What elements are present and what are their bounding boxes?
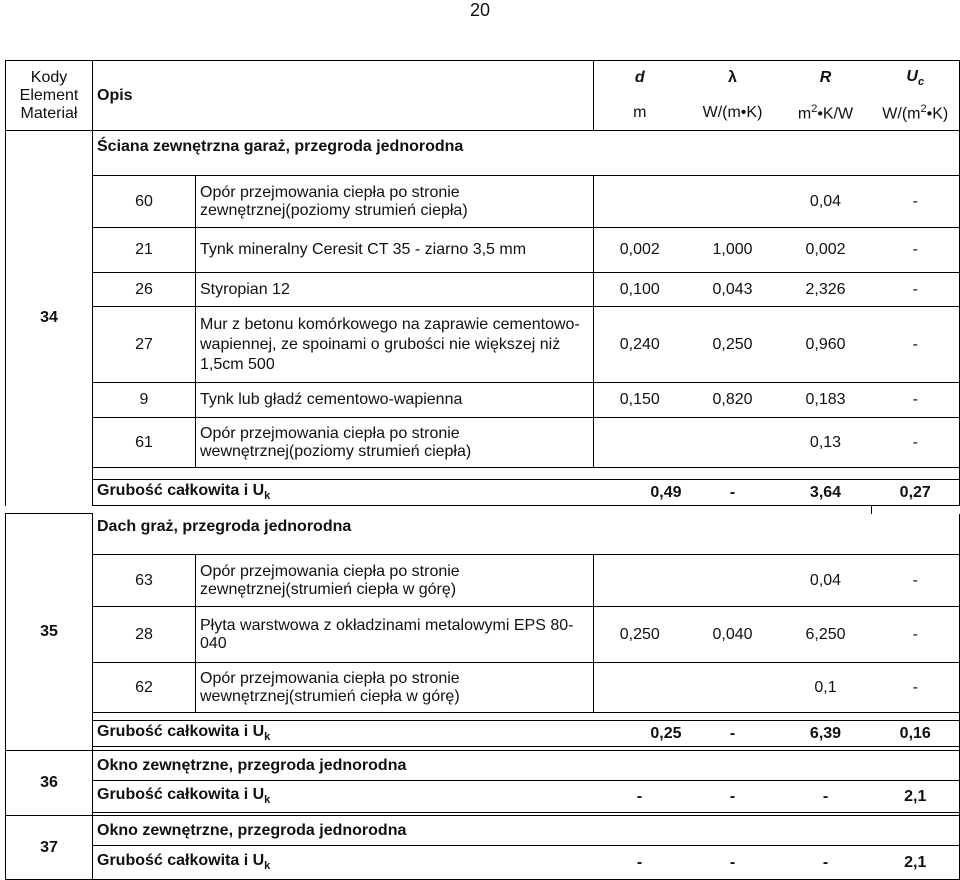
- header-row-symbols: [6, 61, 960, 96]
- element-number: 36: [6, 751, 93, 816]
- material-desc: Opór przejmowania ciepła po stronie wewnętrznej(poziomy strumień ciepła): [196, 418, 594, 468]
- table-row: 61 Opór przejmowania ciepła po stronie wewnętrznej(poziomy strumień ciepła) 0,13 -: [6, 418, 960, 468]
- thermal-table: [5, 60, 960, 880]
- header-d: d: [594, 61, 686, 96]
- element-number: 35: [6, 514, 93, 751]
- material-code: 21: [93, 228, 196, 273]
- material-code: 27: [93, 307, 196, 383]
- material-code: 28: [93, 607, 196, 663]
- total-label: Grubość całkowita i $U_k$: [93, 781, 594, 813]
- total-label: Grubość całkowita i $U_k$: [93, 846, 594, 880]
- material-desc: Mur z betonu komórkowego na zaprawie cementowo-wapiennej, ze spoinami o grubości nie większej niż 1,5cm 500: [196, 307, 594, 383]
- unit-lambda: W/(m•K): [702, 103, 763, 121]
- header-codes: Kody Element Materiał: [6, 61, 93, 131]
- table-row: 27 Mur z betonu komórkowego na zaprawie cementowo-wapiennej, ze spoinami o grubości nie większej niż 1,5cm 500 0,240 0,250 0,960 -: [6, 307, 960, 383]
- total-row: Grubość całkowita i $U_k$ 0,25 - 6,39 0,16: [6, 721, 960, 747]
- total-row: Grubość całkowita i $U_k$ - - - 2,1: [6, 846, 960, 880]
- material-desc: Opór przejmowania ciepła po stronie zewnętrznej(poziomy strumień ciepła): [196, 176, 594, 228]
- material-code: 60: [93, 176, 196, 228]
- section-title: Dach graż, przegroda jednorodna: [93, 514, 960, 540]
- unit-R: $m^2•K/W$: [797, 102, 854, 122]
- section-title-row: [6, 816, 960, 846]
- section-title-row: [6, 131, 960, 163]
- material-code: 63: [93, 555, 196, 607]
- header-opis: Opis: [93, 61, 594, 131]
- header-lambda: λ: [686, 61, 780, 96]
- material-desc: Opór przejmowania ciepła po stronie wewnętrznej(strumień ciepła w górę): [196, 663, 594, 713]
- section-title: Okno zewnętrzne, przegroda jednorodna: [93, 751, 960, 781]
- table-row: 63 Opór przejmowania ciepła po stronie zewnętrznej(strumień ciepła w górę) 0,04 -: [6, 555, 960, 607]
- table-row: 26 Styropian 12 0,100 0,043 2,326 -: [6, 273, 960, 307]
- section-title-row: [6, 514, 960, 540]
- material-code: 26: [93, 273, 196, 307]
- header-R: R: [780, 61, 872, 96]
- total-label: Grubość całkowita i $U_k$: [93, 721, 594, 747]
- section-title-row: [6, 751, 960, 781]
- material-code: 9: [93, 383, 196, 418]
- material-desc: Opór przejmowania ciepła po stronie zewnętrznej(strumień ciepła w górę): [196, 555, 594, 607]
- material-desc: Tynk lub gładź cementowo-wapienna: [196, 383, 594, 418]
- material-desc: Płyta warstwowa z okładzinami metalowymi EPS 80-040: [196, 607, 594, 663]
- page-number: 20: [469, 0, 491, 20]
- table-row: 62 Opór przejmowania ciepła po stronie wewnętrznej(strumień ciepła w górę) 0,1 -: [6, 663, 960, 713]
- material-desc: Styropian 12: [196, 273, 594, 307]
- header-U: $U_c$: [872, 61, 960, 96]
- section-title: Okno zewnętrzne, przegroda jednorodna: [93, 816, 960, 846]
- total-row: Grubość całkowita i $U_k$ - - - 2,1: [6, 781, 960, 813]
- table-row: 21 Tynk mineralny Ceresit CT 35 - ziarno 3,5 mm 0,002 1,000 0,002 -: [6, 228, 960, 273]
- material-code: 62: [93, 663, 196, 713]
- element-number: 34: [6, 131, 93, 506]
- material-desc: Tynk mineralny Ceresit CT 35 - ziarno 3,5 mm: [196, 228, 594, 273]
- table-row: 28 Płyta warstwowa z okładzinami metalowymi EPS 80-040 0,250 0,040 6,250 -: [6, 607, 960, 663]
- table-row: 9 Tynk lub gładź cementowo-wapienna 0,150 0,820 0,183 -: [6, 383, 960, 418]
- material-code: 61: [93, 418, 196, 468]
- total-row: Grubość całkowita i $U_k$ 0,49 - 3,64 0,27: [6, 480, 960, 506]
- total-label: Grubość całkowita i $U_k$: [93, 480, 594, 506]
- element-number: 37: [6, 816, 93, 880]
- unit-U: $W/(m^2•K)$: [872, 96, 960, 131]
- unit-d: m: [633, 103, 647, 121]
- table-row: 60 Opór przejmowania ciepła po stronie zewnętrznej(poziomy strumień ciepła) 0,04 -: [6, 176, 960, 228]
- section-title: Ściana zewnętrzna garaż, przegroda jednorodna: [93, 131, 960, 163]
